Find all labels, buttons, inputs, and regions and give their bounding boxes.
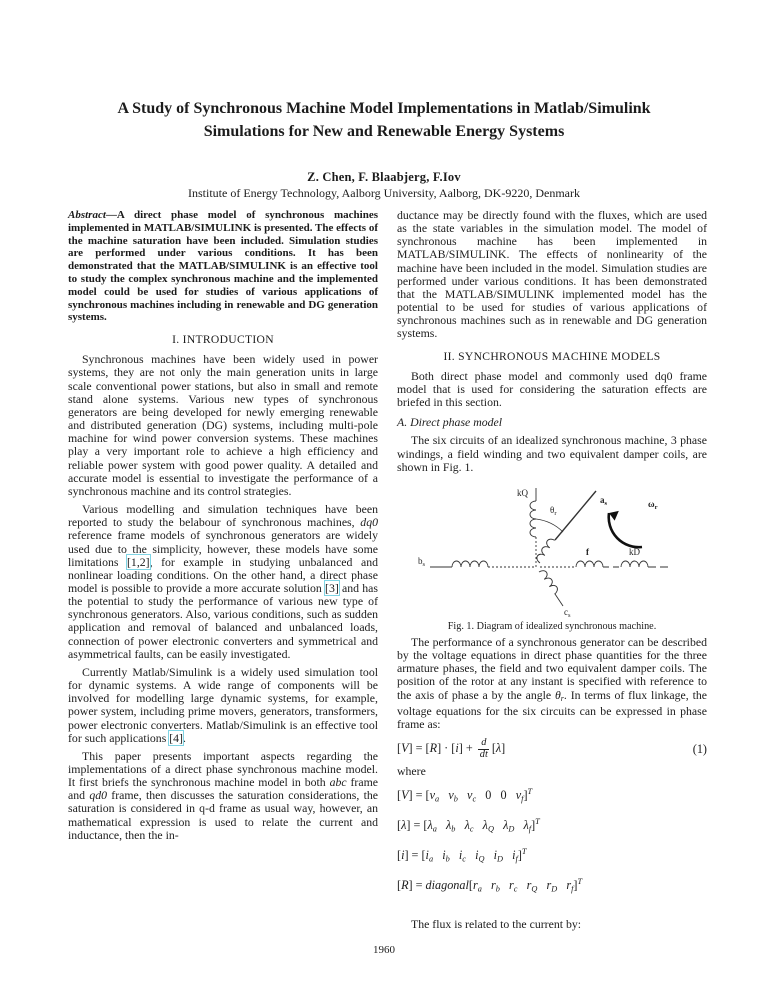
text-segment: V bbox=[401, 788, 409, 803]
text-segment: c bbox=[469, 824, 474, 834]
label-c-phase: $c_s$ bbox=[564, 606, 571, 617]
text-segment: dq0 bbox=[360, 515, 378, 530]
paragraph bbox=[397, 636, 707, 731]
text-segment: b bbox=[495, 884, 500, 894]
paragraph: The six circuits of an idealized synchronous machine, 3 phase windings, a field winding and two equivalent damper coils, are shown in Fig. 1. bbox=[397, 433, 707, 474]
text-segment: [ bbox=[397, 877, 402, 892]
title-line-1: A Study of Synchronous Machine Model Implementations in Matlab/Simulink bbox=[117, 100, 651, 117]
text-segment bbox=[517, 878, 526, 892]
text-segment: ] = [ bbox=[404, 848, 426, 863]
text-segment: v bbox=[515, 788, 522, 803]
text-segment: R bbox=[429, 741, 438, 756]
label-kd: kD bbox=[629, 546, 640, 557]
text-segment: f bbox=[528, 824, 532, 834]
text-segment: [ bbox=[397, 818, 402, 833]
text-segment: r bbox=[546, 877, 552, 892]
page-number: 1960 bbox=[373, 944, 395, 956]
label-f: f bbox=[586, 546, 589, 557]
text-segment: i bbox=[425, 848, 429, 863]
rotor-angle-arc bbox=[536, 519, 563, 532]
text-segment: f bbox=[515, 854, 518, 864]
text-segment: ] bbox=[517, 848, 522, 863]
text-segment: V bbox=[401, 741, 409, 756]
text-segment: c bbox=[472, 794, 477, 804]
citation-link[interactable]: [4] bbox=[169, 730, 183, 745]
coil-f bbox=[576, 561, 603, 567]
text-segment: b bbox=[453, 794, 458, 804]
text-segment: a bbox=[428, 854, 434, 864]
text-segment: f bbox=[521, 794, 524, 804]
text-segment bbox=[439, 788, 448, 802]
text-segment bbox=[500, 878, 509, 892]
affiliation: Institute of Energy Technology, Aalborg University, Aalborg, DK-9220, Denmark bbox=[188, 186, 580, 200]
column-right bbox=[397, 209, 707, 936]
text-segment bbox=[455, 818, 464, 832]
text-segment: f bbox=[571, 884, 574, 894]
fraction: $\frac{d}{dt}$ bbox=[479, 737, 488, 761]
text-segment: λ bbox=[427, 818, 433, 833]
omega-arrowhead bbox=[609, 510, 621, 522]
text-segment: a bbox=[432, 824, 437, 834]
text-segment: [ bbox=[397, 788, 402, 803]
two-column-body bbox=[68, 209, 708, 936]
text-segment: [ bbox=[397, 741, 402, 756]
title-line-2: Simulations for New and Renewable Energy Systems bbox=[203, 123, 565, 141]
citation-link[interactable]: [1,2] bbox=[127, 554, 150, 569]
text-segment: b bbox=[445, 854, 450, 864]
text-segment: ] = [ bbox=[408, 788, 430, 803]
paragraph: ductance may be directly found with the fluxes, which are used as the state variables in the simulation model. The model of synchronous machine has been implemented in MATLAB/SIMULINK. The effects of nonlinearity of the machine have been included in the model. Simulation studies are performed under various conditions. It has been demonstrated that the MATLAB/SIMULINK implemented model has the potential to be used for studies of various applications of synchronous machines such as in renewable and DG generation systems. bbox=[397, 208, 707, 341]
coil-kd bbox=[621, 561, 648, 567]
text-segment: —A direct phase model of synchronous machines implemented in MATLAB/SIMULINK is presented. The effects of the machine saturation have been included. Simulation studies are performed under various conditions. It has been demonstrated that the MATLAB/SIMULINK is an effective tool to study the complex synchronous machine and the implemented model could be used for studies of various applications of synchronous machines including in renewable and DG generation systems. bbox=[68, 209, 378, 324]
text-segment: λ bbox=[446, 818, 452, 833]
text-segment: , for example in studying unbalanced and nonlinear loading conditions. On the other hand, a direct phase model is possible to provide a more accurate solution bbox=[68, 554, 378, 595]
text-segment: frame and bbox=[68, 775, 378, 803]
text-segment: Q bbox=[531, 884, 538, 894]
text-segment: λ bbox=[401, 818, 407, 833]
citation-link[interactable]: [3] bbox=[325, 580, 339, 595]
a-axis-line bbox=[555, 491, 596, 540]
equation-1-number: (1) bbox=[692, 742, 707, 757]
text-segment: qd0 bbox=[89, 788, 108, 803]
text-segment: c bbox=[462, 854, 466, 864]
text-segment: i bbox=[475, 848, 479, 863]
text-segment: Q bbox=[478, 854, 485, 864]
text-segment: The performance of a synchronous generator can be described by the voltage equations in direct phase quantities for the three armature phases, the field and two equivalent damper coils. The position of the rotor at any instant is specified with reference to the axis of phase a by the angle bbox=[397, 634, 707, 702]
text-segment: . bbox=[183, 730, 186, 745]
paragraph bbox=[68, 666, 378, 745]
text-segment: r bbox=[490, 877, 496, 892]
text-segment bbox=[458, 788, 467, 802]
text-segment bbox=[437, 818, 446, 832]
text-segment: i bbox=[442, 848, 446, 863]
text-segment: i bbox=[512, 848, 516, 863]
label-omega: $\omega_r$ bbox=[648, 498, 658, 511]
text-segment: v bbox=[429, 788, 436, 803]
text-segment: ] = [ bbox=[408, 741, 430, 756]
text-segment: ] bbox=[523, 788, 528, 803]
figure-1-caption: Fig. 1. Diagram of idealized synchronous machine. bbox=[447, 620, 657, 632]
text-segment: θ bbox=[555, 687, 561, 702]
text-segment: λ bbox=[523, 818, 529, 833]
coil-b-phase bbox=[452, 561, 488, 567]
text-segment: λ bbox=[503, 818, 509, 833]
text-segment: r bbox=[509, 877, 514, 892]
text-segment: Abstract bbox=[68, 209, 106, 221]
text-segment: Various modelling and simulation techniques have been reported to study the belabour of synchronous machines, bbox=[68, 502, 378, 530]
text-segment: [ bbox=[491, 741, 496, 756]
text-segment bbox=[484, 848, 493, 862]
text-segment: a bbox=[477, 884, 482, 894]
figure-1 bbox=[397, 479, 707, 633]
authors: Z. Chen, F. Blaabjerg, F.Iov bbox=[307, 170, 461, 184]
text-segment: ] + bbox=[458, 741, 476, 756]
text-segment: ] = bbox=[408, 877, 426, 892]
text-segment: ] · [ bbox=[437, 741, 456, 756]
text-segment: i bbox=[455, 741, 459, 756]
text-segment bbox=[474, 818, 483, 832]
paper-title bbox=[54, 97, 714, 143]
text-segment: r bbox=[566, 877, 572, 892]
text-segment: abc bbox=[329, 775, 347, 790]
text-segment: r bbox=[472, 877, 478, 892]
coil-kq bbox=[530, 501, 536, 537]
equation-1 bbox=[397, 738, 707, 761]
text-segment: i bbox=[493, 848, 498, 863]
text-segment: λ bbox=[482, 818, 488, 833]
coil-c-phase bbox=[539, 568, 559, 594]
text-segment bbox=[466, 848, 475, 862]
text-segment bbox=[482, 878, 491, 892]
text-segment: λ bbox=[464, 818, 470, 833]
text-segment bbox=[450, 848, 459, 862]
text-segment bbox=[557, 878, 566, 892]
text-segment: . In terms of flux linkage, the voltage equations for the six circuits can be expressed in phase frame as: bbox=[397, 687, 707, 732]
text-segment: Q bbox=[487, 824, 494, 834]
section-heading-machine-models: II. SYNCHRONOUS MACHINE MODELS bbox=[443, 349, 661, 363]
text-segment: r bbox=[560, 693, 564, 703]
text-segment: reference frame models of synchronous generators are widely used due to the simplicity, however, these models have some limitations bbox=[68, 528, 378, 569]
text-segment: D bbox=[508, 824, 515, 834]
label-kq: kQ bbox=[517, 487, 528, 498]
coil-a-phase bbox=[535, 537, 555, 563]
text-segment: T bbox=[527, 787, 533, 797]
text-segment: Currently Matlab/Simulink is a widely used simulation tool for dynamic systems. A wide range of components will be involved for modelling large dynamic systems, for example, power system, including prime movers, generators, transformers, power electronic converters. Matlab/Simulink is an effective tool for such applications bbox=[68, 664, 378, 745]
paragraph bbox=[68, 503, 378, 661]
text-segment: and has the potential to study the performance of various new type of synchronous generators. Also, various conditions, such as sudden application and removal of balanced and unbalanced loads, connection of power electronic converters and symmetrical and asymmetrical faults, can be easily investigated. bbox=[68, 580, 378, 661]
text-segment: ] = [ bbox=[406, 818, 428, 833]
text-segment: T bbox=[521, 846, 527, 856]
text-segment bbox=[503, 848, 512, 862]
label-theta: $\theta_r$ bbox=[550, 504, 557, 517]
c-axis-line bbox=[555, 594, 563, 606]
paragraph bbox=[68, 750, 378, 842]
label-a-phase: $a_s$ bbox=[600, 494, 608, 507]
text-segment: R bbox=[401, 877, 409, 892]
text-segment: This paper presents important aspects regarding the implementations of a direct phase synchronous machine model. It first briefs the synchronous machine model in both bbox=[68, 748, 378, 790]
equation-current-vector bbox=[397, 843, 707, 868]
text-segment: v bbox=[467, 788, 473, 803]
text-segment: [ bbox=[468, 877, 473, 892]
where-label: where bbox=[397, 764, 426, 779]
text-segment: λ bbox=[495, 741, 502, 756]
text-segment: c bbox=[513, 884, 518, 894]
equation-1-body bbox=[397, 738, 505, 761]
text-segment: ] bbox=[531, 818, 536, 833]
synchronous-machine-diagram bbox=[416, 479, 688, 617]
text-segment: i bbox=[401, 848, 405, 863]
column-left bbox=[68, 209, 378, 936]
text-segment: frame, then discusses the saturation considerations, the saturation is considered in q-d frame as usual way, however, an mathematical expression is used to relate the current and inductance, then the in- bbox=[68, 788, 378, 842]
text-segment: T bbox=[535, 817, 540, 827]
text-segment: D bbox=[497, 854, 503, 864]
paragraph: Both direct phase model and commonly used dq0 frame model that is used for considering the saturation effects are briefed in this section. bbox=[397, 368, 707, 410]
text-segment: r bbox=[526, 877, 532, 892]
text-segment: T bbox=[577, 876, 583, 886]
text-segment: ] bbox=[501, 741, 506, 756]
label-b-phase: $b_s$ bbox=[418, 555, 426, 568]
equation-flux-vector bbox=[397, 813, 707, 838]
text-segment: b bbox=[451, 824, 456, 834]
paragraph: The flux is related to the current by: bbox=[411, 916, 582, 931]
text-segment: ] bbox=[573, 877, 578, 892]
subsection-heading-direct-phase-model: A. Direct phase model bbox=[397, 415, 503, 430]
text-segment: [ bbox=[397, 848, 402, 863]
text-segment: a bbox=[435, 794, 440, 804]
equation-voltage-vector bbox=[397, 783, 707, 808]
text-segment: D bbox=[551, 884, 558, 894]
text-segment: 0 0 bbox=[476, 788, 516, 803]
abstract bbox=[68, 209, 378, 324]
section-heading-introduction: I. INTRODUCTION bbox=[172, 333, 274, 347]
text-segment: v bbox=[448, 788, 454, 803]
text-segment bbox=[494, 818, 503, 832]
text-segment: diagonal bbox=[425, 877, 469, 892]
equation-resistance-matrix bbox=[397, 873, 707, 898]
text-segment: i bbox=[458, 848, 463, 863]
paragraph: Synchronous machines have been widely used in power systems, they are not only the main generation units in large scale conventional power stations, but also in small and remote stand alone systems. Various new types of synchronous generators are being developed for newly emerging renewable and distributed generation (DG) systems, including multi-pole machine for wind power conversion systems. These machines play a very important role to achieve a high efficiency and reliable power system with good power quality. A detailed and accurate model is essential to investigate the performance of a synchronous machine and its control strategies. bbox=[68, 352, 378, 498]
text-segment bbox=[433, 848, 442, 862]
